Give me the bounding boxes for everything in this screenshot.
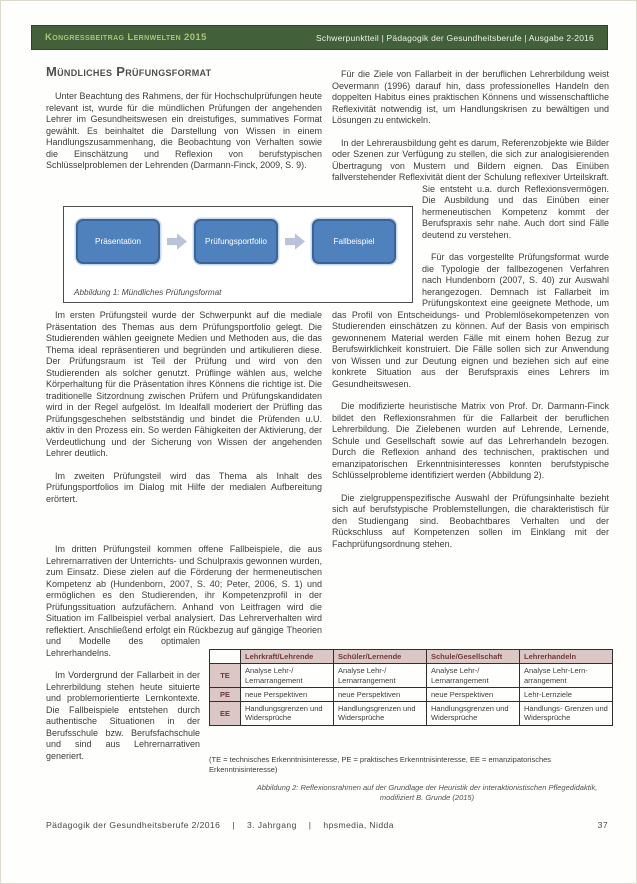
page-footer xyxy=(46,820,608,830)
footer-separator: | xyxy=(232,820,235,830)
table-cell: Handlungsgrenzen und Widersprüche xyxy=(427,702,520,726)
left-column-middle xyxy=(46,310,322,516)
float-spacer xyxy=(332,194,422,309)
step-box-pruefungsportfolio: Prüfungsportfolio xyxy=(194,219,278,264)
arrow-right-icon xyxy=(167,233,187,251)
article-title: Mündliches Prüfungsformat xyxy=(46,64,212,79)
footer-publisher: hpsmedia, Nidda xyxy=(323,820,394,830)
table-cell: Handlungs- Grenzen und Widersprüche xyxy=(520,702,613,726)
page-header xyxy=(31,25,608,50)
footer-separator: | xyxy=(308,820,312,830)
table-header-cell: Lehrerhandeln xyxy=(520,650,613,664)
table-cell: Handlungsgrenzen und Widersprüche xyxy=(241,702,334,726)
step-box-fallbeispiel: Fallbeispiel xyxy=(312,219,396,264)
table-header-cell: Schule/Gesellschaft xyxy=(427,650,520,664)
left-column-top xyxy=(46,91,322,183)
table-row xyxy=(210,664,613,688)
left-paragraph-1: Unter Beachtung des Rahmens, der für Hochschulprüfungen heute relevant ist, wurde für die mündlichen Prüfungen der angehenden Lehrer im Gesundheitswesen ein dreistufiges, summatives Format gewählt. Es beinhaltet die Darstellung von Wissen in einem Handlungszusammenhang, die Beobachtung von Verhalten sowie die Einschätzung und Reflexion von berufstypischen Schlüsselproblemen der Lehrenden (Darmann-Finck, 2009, S. 9). xyxy=(46,91,322,170)
figure2-table xyxy=(209,649,613,726)
table-header-cell: Schüler/Lernende xyxy=(334,650,427,664)
table-row xyxy=(210,702,613,726)
right-paragraph-2: In der Lehrerausbildung geht es darum, Referenzobjekte wie Bilder oder Szenen zur Verfügung zu stellen, die sich zur analogisierenden Übertragung von Mustern und Bildern eignen. Das Einüben fallverstehender Reflexivität dient der Schulung reflexiver Urteilskraft. Sie entsteht u.a. durch Reflexionsvermögen. Die Ausbildung und das Einüben einer hermeneutischen Kompetenz kommt der Berufspraxis sehr nahe. Auch dort sind Fälle deutend zu verstehen. xyxy=(332,137,609,240)
figure2-caption: Abbildung 2: Reflexionsrahmen auf der Grundlage der Heuristik der interaktionistischen Pflegedidaktik, modifiziert B. Grunde (2015) xyxy=(256,783,598,802)
table-row-label: TE xyxy=(210,664,241,688)
table-cell: Analyse Lehr-/ Lernarrangement xyxy=(427,664,520,688)
arrow-right-icon xyxy=(285,233,305,251)
table-cell: Analyse Lehr-/ Lernarrangement xyxy=(334,664,427,688)
footer-journal: Pädagogik der Gesundheitsberufe 2/2016 xyxy=(46,820,221,830)
right-paragraph-5: Die zielgruppenspezifische Auswahl der Prüfungsinhalte bezieht sich auf berufstypische Problemstellungen, die charakteristisch für den Studiengang sind. Beobachtbares Verhalten und der Rückschluss auf Kompetenzen sollen im Einklang mit der Fachprüfungsordnung stehen. xyxy=(332,492,609,549)
header-congress-label: Kongressbeitrag Lernwelten 2015 xyxy=(45,32,207,43)
right-paragraph-1: Für die Ziele von Fallarbeit in der beruflichen Lehrerbildung weist Oevermann (1996) darauf hin, dass professionelles Handeln den doppelten Habitus eines praktischen Könnens und wissenschaftliche Reflexivität notwendig ist, um Handlungskrisen zu bewältigen und Lösungen zu entwickeln. xyxy=(332,69,609,125)
table-cell: Analyse Lehr-/ Lernarrangement xyxy=(241,664,334,688)
table-row xyxy=(210,687,613,701)
header-issue-label: Schwerpunktteil | Pädagogik der Gesundheitsberufe | Ausgabe 2-2016 xyxy=(316,32,594,43)
figure1-caption: Abbildung 1: Mündliches Prüfungsformat xyxy=(74,288,222,297)
table-cell: Lehr-Lernziele xyxy=(520,687,613,701)
left-paragraph-5: Im Vordergrund der Fallarbeit in der Lehrerbildung stehen heute situierte und problemorientierte Lernkontexte. Die Fallbeispiele entstehen durch authentische Situationen in der Berufsschule bzw. Berufsfachschule und sind aus Lehrernarrativen generiert. xyxy=(46,670,200,761)
table-corner-cell xyxy=(210,650,241,664)
footer-volume: 3. Jahrgang xyxy=(246,820,297,830)
page-number: 37 xyxy=(597,820,608,830)
table-cell: Analyse Lehr-Lern- arrangement xyxy=(520,664,613,688)
table-header-row xyxy=(210,650,613,664)
table-header-cell: Lehrkraft/Lehrende xyxy=(241,650,334,664)
left-paragraph-4: Im dritten Prüfungsteil kommen offene Fallbeispiele, die aus Lehrernarrativen der Unterrichts- und Schulpraxis gewonnen wurden, zum Einsatz. Diese zielen auf die Förderung der hermeneutischen Kompetenz ab (Hundenborn, 2007, S. 40; Peter, 2006, S. 1) und ermöglichen es den Studierenden, ihr Kompetenzprofil in der Prüfungssituation aufzufächern. Anhand von Leitfragen wird die Situation im Fallbeispiel verbal analysiert. Das Lehrerverhalten wird reflektiert. Anschließend erfolgt ein Rückbezug auf gängige Theorien und Modelle des optimalen Lehrerhandelns. xyxy=(46,544,322,658)
table-cell: neue Perspektiven xyxy=(427,687,520,701)
left-paragraph-3: Im zweiten Prüfungsteil wird das Thema als Inhalt des Prüfungsportfolios im Dialog mit Hilfe der medialen Aufbereitung erörtert. xyxy=(46,470,322,504)
table-row-label: PE xyxy=(210,687,241,701)
right-column xyxy=(332,69,609,561)
table-cell: neue Perspektiven xyxy=(334,687,427,701)
right-paragraph-4: Die modifizierte heuristische Matrix von Prof. Dr. Darmann-Finck bildet den Reflexionsrahmen für die Fallarbeit der beruflichen Lehrerbildung. Die Zielebenen wurden auf Lehrende, Lernende, Schule und Gesellschaft sowie auf das Lehrerhandeln bezogen. Durch die Reflexion anhand des technischen, praktischen und emanzipatorischen Erkenntnisinteresses konnten berufstypische Schlüsselprobleme identifiziert werden (Abbildung 2). xyxy=(332,401,609,480)
table-row-label: EE xyxy=(210,702,241,726)
table-cell: neue Perspektiven xyxy=(241,687,334,701)
left-paragraph-2: Im ersten Prüfungsteil wurde der Schwerpunkt auf die mediale Präsentation des Themas aus dem Prüfungsportfolio gelegt. Die Studierenden wählen geeignete Medien und Methoden aus, die das Thema ideal repräsentieren und begründen und artikulieren diese. Der Prüfungsraum ist Teil der Prüfung und wird von den Studierenden als solcher genutzt. Prüflinge wählen aus, welche Körperhaltung für die Präsentation ihres Könnens die richtige ist. Die traditionelle Sitzordnung zwischen Prüfern und Prüfungskandidaten wird in der Regel aufgelöst. Im Idealfall moderiert der Prüfling das Prüfungsgeschehen selbstständig und bindet die Prüfenden u.U. aktiv in den Prozess ein. So werden Fähigkeiten der Aktivierung, der Verdeutlichung und der Sicherung von Wissen der angehenden Lehrer deutlich. xyxy=(46,310,322,458)
figure2-footnote: (TE = technisches Erkenntnisinteresse, PE = praktisches Erkenntnisinteresse, EE = emanzipatorisches Erkenntnisinteresse) xyxy=(209,755,552,774)
right-paragraph-3: Für das vorgestellte Prüfungsformat wurde die Typologie der fallbezogenen Verfahren nach Hundenborn (2007, S. 40) zur Auswahl herangezogen. Demnach ist Fallarbeit im Prüfungskontext eine geeignete Methode, um das Profil von Entscheidungs- und Problemlösekompetenzen von Studierenden einschätzen zu können. Auf der Basis von empirisch gewonnenem Material werden Fälle mit einem hohen Bezug zur Berufswirklichkeit konstruiert. Die Fälle sollen sich zur Anwendung von Wissen und zur Deutung eignen und beziehen sich auf eine konkrete Situation aus der Berufspraxis eines Lehrers im Gesundheitswesen. xyxy=(332,252,609,389)
table-cell: Handlungsgrenzen und Widersprüche xyxy=(334,702,427,726)
step-box-praesentation: Präsentation xyxy=(76,219,160,264)
